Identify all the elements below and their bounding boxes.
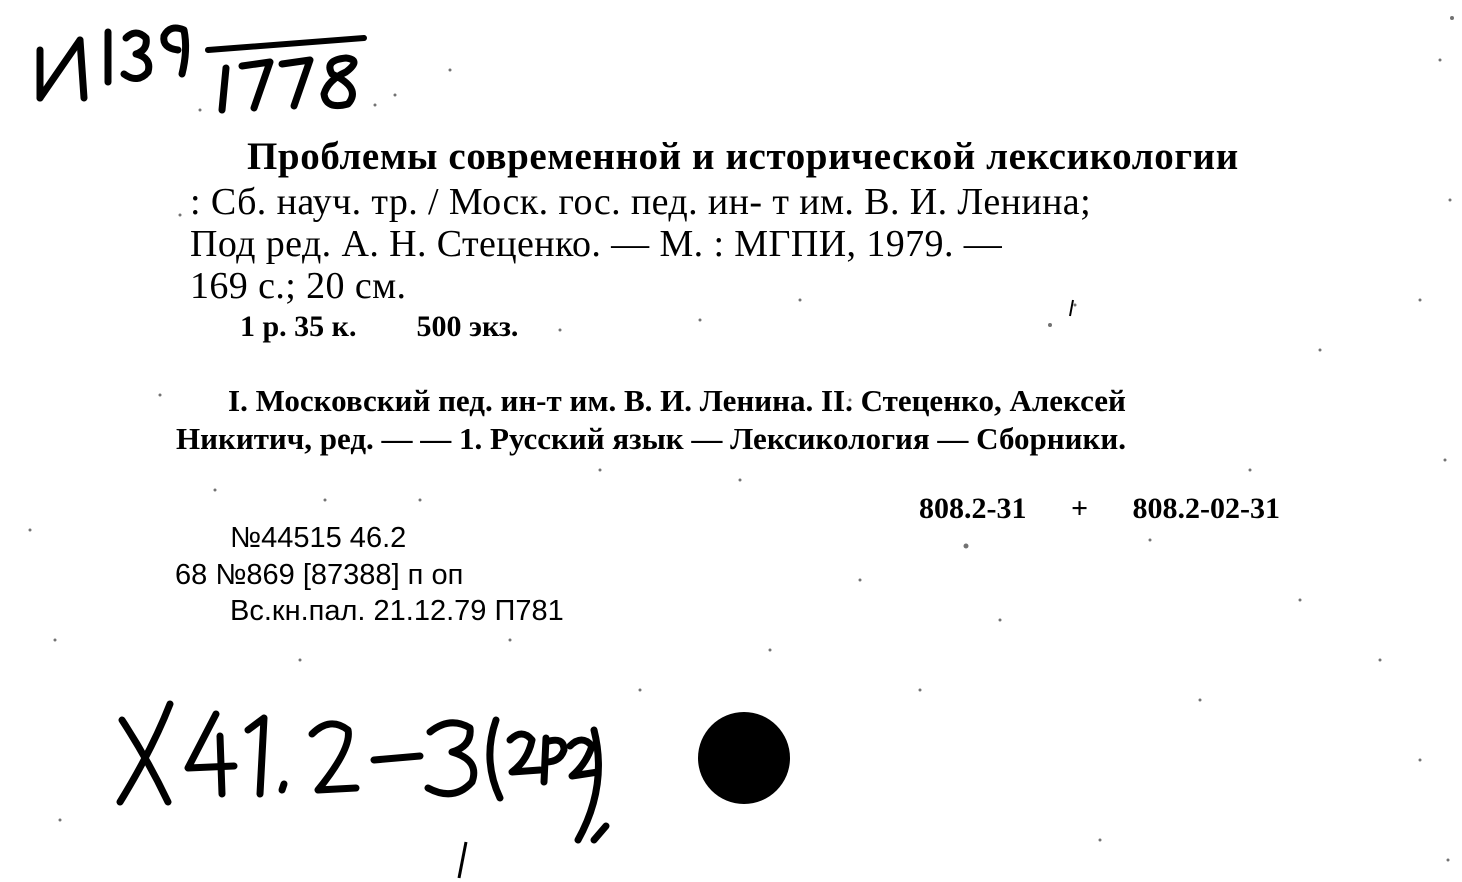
price: 1 р. 35 к. bbox=[240, 310, 357, 343]
handwritten-classification bbox=[108, 690, 708, 880]
price-line bbox=[240, 312, 518, 342]
copies: 500 экз. bbox=[416, 310, 519, 343]
udc-right: 808.2-02-31 bbox=[1132, 492, 1280, 525]
udc-plus: + bbox=[1070, 492, 1089, 525]
description-line-3: 169 с.; 20 см. bbox=[190, 265, 407, 307]
meta-line-1: №44515 46.2 bbox=[230, 522, 407, 554]
description-line-1: : Сб. науч. тр. / Моск. гос. пед. ин- т им. В. И. Ленина; bbox=[190, 181, 1092, 223]
udc-left: 808.2-31 bbox=[919, 492, 1027, 525]
description-line-2: Под ред. А. Н. Стеценко. — М. : МГПИ, 1979. — bbox=[190, 223, 1003, 265]
black-dot-marker bbox=[698, 712, 790, 804]
udc-codes bbox=[919, 494, 1280, 524]
handwritten-shelfmark bbox=[28, 10, 388, 120]
tracings-line-1: I. Московский пед. ин-т им. В. И. Ленина. II. Стеценко, Алексей bbox=[228, 383, 1126, 418]
card-title: Проблемы современной и исторической лексикологии bbox=[247, 135, 1239, 178]
meta-line-2: 68 №869 [87388] п оп bbox=[175, 559, 464, 591]
tracings-line-2: Никитич, ред. — — 1. Русский язык — Лексикология — Сборники. bbox=[176, 421, 1126, 456]
meta-line-3: Вс.кн.пал. 21.12.79 П781 bbox=[230, 595, 564, 627]
